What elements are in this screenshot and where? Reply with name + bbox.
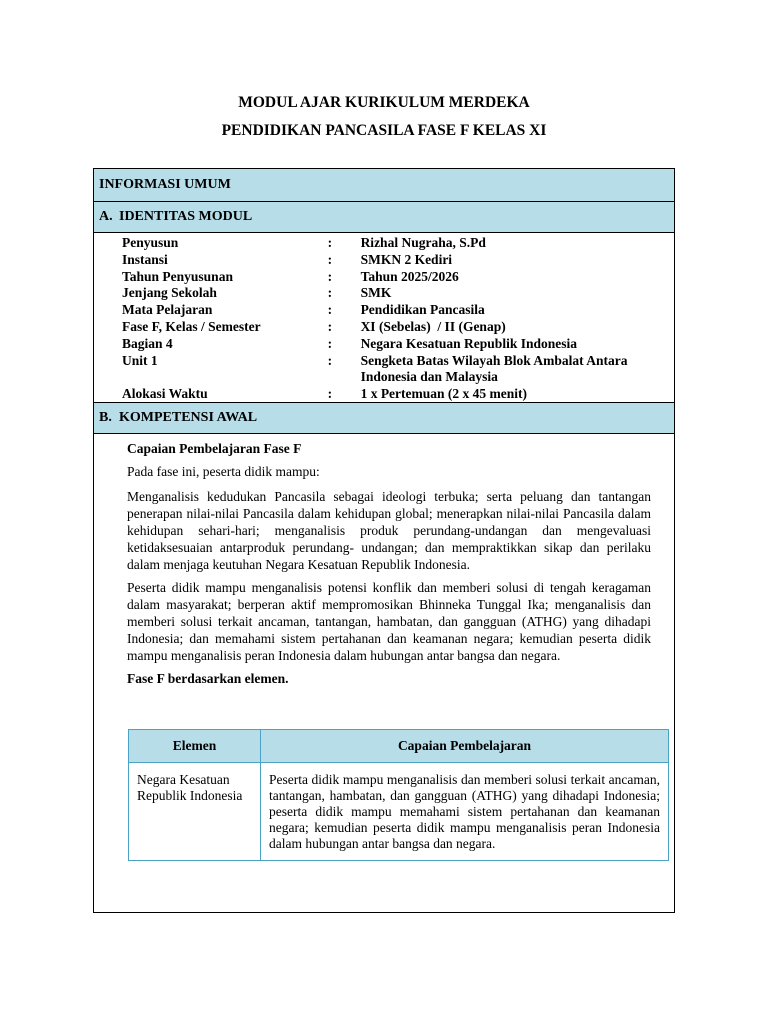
- achievement-cell: Peserta didik mampu menganalisis dan memberi solusi terkait ancaman, tantangan, hambatan, dan gangguan (ATHG) yang dihadapi Indonesia; peserta didik mampu memahami sistem pertahanan dan keamanan negara; kemudian peserta didik mampu menganalisis peran Indonesia dalam hubungan antar bangsa dan negara.: [261, 763, 669, 861]
- section-a-heading: [94, 202, 674, 233]
- identity-label: [122, 369, 328, 386]
- identity-row: [122, 235, 672, 252]
- document-header: [0, 93, 768, 141]
- column-header: Capaian Pembelajaran: [261, 730, 669, 763]
- identity-row: [122, 319, 672, 336]
- identity-value: Rizhal Nugraha, S.Pd: [360, 235, 486, 250]
- competency-content: [127, 440, 651, 693]
- table-header-row: [129, 730, 669, 763]
- document-subtitle: PENDIDIKAN PANCASILA FASE F KELAS XI: [221, 122, 547, 139]
- section-b-number: B.: [99, 410, 112, 425]
- identity-separator: :: [327, 235, 333, 250]
- identity-label: Unit 1: [122, 352, 158, 368]
- identity-separator: :: [327, 335, 333, 351]
- section-b-heading: [94, 402, 674, 434]
- identity-row: [122, 386, 672, 403]
- module-info-frame: [93, 168, 675, 913]
- identity-label: Bagian 4: [122, 335, 173, 351]
- identity-separator: :: [327, 268, 333, 284]
- identity-row: [122, 285, 672, 302]
- section-a-number: A.: [99, 209, 113, 224]
- identity-value: Indonesia dan Malaysia: [360, 369, 498, 385]
- identity-label: Mata Pelajaran: [122, 302, 213, 318]
- identity-value: SMKN 2 Kediri: [360, 251, 453, 267]
- identity-value: SMK: [360, 285, 392, 301]
- identity-separator: :: [327, 318, 333, 334]
- identity-value: Sengketa Batas Wilayah Blok Ambalat Antara: [360, 352, 628, 368]
- learning-outcome-intro: Pada fase ini, peserta didik mampu:: [127, 464, 320, 479]
- identity-row: [122, 302, 672, 319]
- learning-outcome-paragraph: Menganalisis kedudukan Pancasila sebagai ideologi terbuka; serta peluang dan tantangan penerapan nilai-nilai Pancasila dalam kehidupan global; menerapkan nilai-nilai Pancasila dalam kehidupan sehari-hari; menganalisis produk perundang-undangan dan mengevaluasi ketidaksesuaian antarproduk perundang- undangan; dan mempraktikkan sikap dan perilaku dalam menjaga keutuhan Negara Kesatuan Republik Indonesia.: [127, 489, 651, 572]
- identity-label: Instansi: [122, 251, 168, 267]
- identity-separator: :: [327, 352, 333, 368]
- identity-row: [122, 353, 672, 370]
- identity-separator: [328, 369, 361, 386]
- identity-row: [122, 269, 672, 286]
- identity-row: [122, 369, 672, 386]
- identity-value: 1 x Pertemuan (2 x 45 menit): [360, 386, 528, 402]
- identity-value: XI (Sebelas) / II (Genap): [360, 318, 506, 334]
- identity-separator: :: [327, 302, 333, 318]
- element-heading: Fase F berdasarkan elemen.: [127, 671, 289, 686]
- identity-value: Pendidikan Pancasila: [360, 302, 485, 318]
- identity-row: [122, 252, 672, 269]
- element-cell: Negara Kesatuan Republik Indonesia: [129, 763, 261, 861]
- document-title: MODUL AJAR KURIKULUM MERDEKA: [238, 94, 530, 111]
- identity-label: Tahun Penyusunan: [122, 268, 233, 284]
- identity-separator: :: [327, 285, 333, 301]
- element-table: [128, 729, 669, 861]
- module-identity-list: [122, 235, 672, 403]
- identity-label: Jenjang Sekolah: [122, 285, 217, 301]
- identity-value: Negara Kesatuan Republik Indonesia: [360, 335, 577, 351]
- learning-outcome-heading: Capaian Pembelajaran Fase F: [127, 441, 302, 456]
- identity-value: Tahun 2025/2026: [360, 268, 459, 284]
- identity-label: Penyusun: [122, 235, 179, 250]
- general-info-heading: [94, 169, 674, 202]
- learning-outcome-paragraph: Peserta didik mampu menganalisis potensi konflik dan memberi solusi di tengah keragaman dalam masyarakat; berperan aktif mempromosikan Bhinneka Tunggal Ika; menganalisis dan memberi solusi terkait ancaman, tantangan, hambatan, dan gangguan (ATHG) yang dihadapi Indonesia; dan memahami sistem pertahanan dan keamanan negara; kemudian peserta didik mampu menganalisis peran Indonesia dalam hubungan antar bangsa dan negara.: [127, 580, 651, 663]
- identity-separator: :: [327, 251, 333, 267]
- general-info-heading-text: INFORMASI UMUM: [99, 177, 231, 192]
- identity-label: Fase F, Kelas / Semester: [122, 318, 261, 334]
- section-b-title: KOMPETENSI AWAL: [119, 410, 258, 425]
- column-header: Elemen: [129, 730, 261, 763]
- identity-separator: :: [327, 386, 333, 402]
- section-a-title: IDENTITAS MODUL: [119, 209, 253, 224]
- table-row: [129, 763, 669, 861]
- identity-label: Alokasi Waktu: [122, 386, 208, 402]
- identity-row: [122, 336, 672, 353]
